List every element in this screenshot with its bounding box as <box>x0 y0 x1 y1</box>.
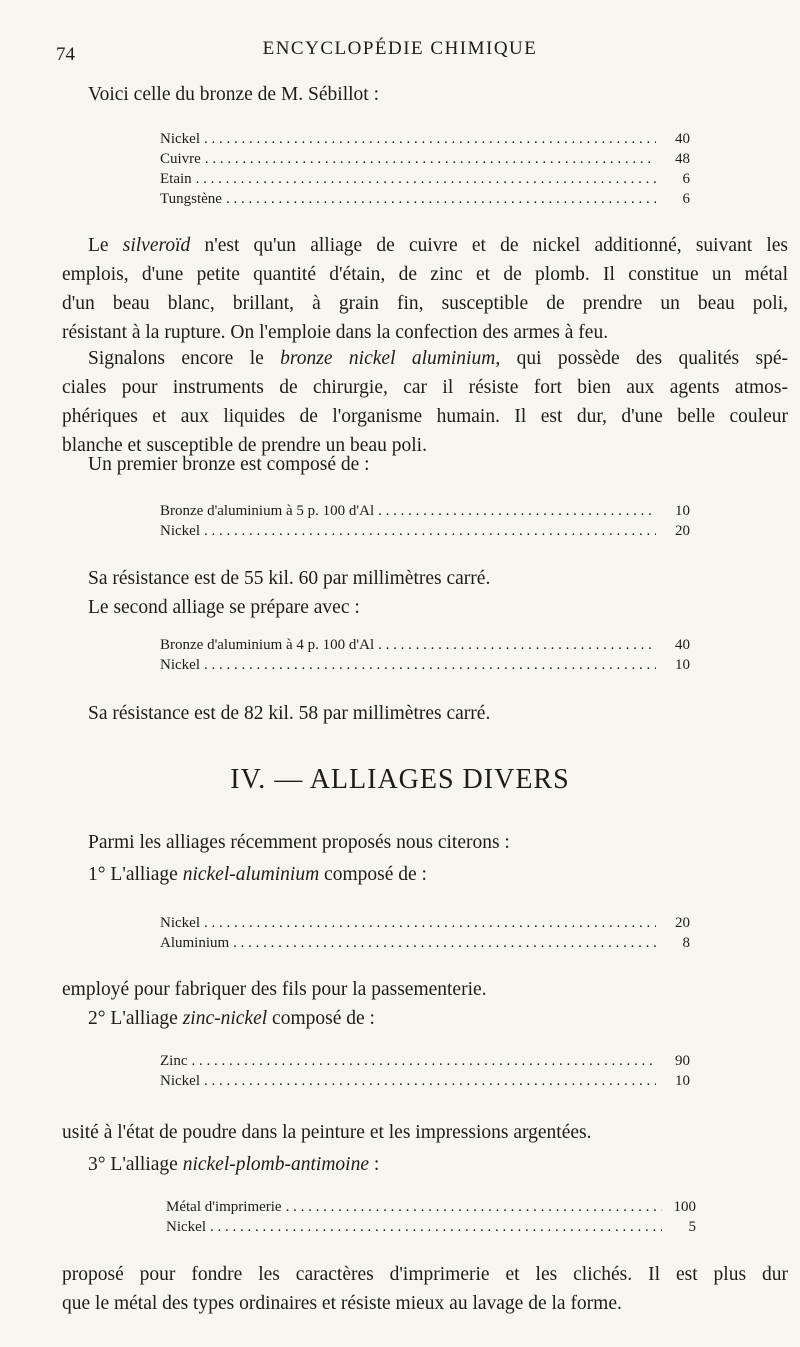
alloy-item-1: 1° L'alliage nickel-aluminium composé de : <box>88 864 427 885</box>
running-header: ENCYCLOPÉDIE CHIMIQUE <box>262 38 538 59</box>
table-row: Bronze d'aluminium à 5 p. 100 d'Al . . . 10 <box>160 500 690 520</box>
composition-table-nickel-aluminium <box>160 912 690 952</box>
composition-table-nickel-plomb-antimoine <box>166 1196 696 1236</box>
composition-table-second-alloy <box>160 634 690 674</box>
composition-table-sebillot <box>160 128 690 208</box>
alloy-item-3: 3° L'alliage nickel-plomb-antimoine : <box>88 1154 380 1175</box>
resistance-paragraph-1: Sa résistance est de 55 kil. 60 par millimètres carré. <box>88 568 491 589</box>
composition-table-first-bronze <box>160 500 690 540</box>
table-row: Zinc . . . 90 <box>160 1050 690 1070</box>
table-row: Nickel . . . 10 <box>160 654 690 674</box>
table-row: Nickel . . . 20 <box>160 912 690 932</box>
page-number: 74 <box>56 44 75 65</box>
usite-paragraph: usité à l'état de poudre dans la peinture et les impressions argentées. <box>62 1122 592 1143</box>
composition-table-zinc-nickel <box>160 1050 690 1090</box>
table-row: Métal d'imprimerie . . . 100 <box>166 1196 696 1216</box>
section-title: IV. — ALLIAGES DIVERS <box>230 764 570 795</box>
bronze-nickel-paragraph: Signalons encore le bronze nickel aluminium, qui possède des qualités spé- ciales pour instruments de chirurgie, car il résiste fort bien aux agents atmos- phériques et aux liquides de l'organisme humain. Il est dur, d'une belle couleur blanche et susceptible de prendre un beau poli. <box>62 348 788 456</box>
table-row: Aluminium . . . 8 <box>160 932 690 952</box>
table-row: Cuivre . . . 48 <box>160 148 690 168</box>
parmi-paragraph: Parmi les alliages récemment proposés nous citerons : <box>88 832 510 853</box>
alloy-item-2: 2° L'alliage zinc-nickel composé de : <box>88 1008 375 1029</box>
employe-paragraph: employé pour fabriquer des fils pour la passementerie. <box>62 979 487 1000</box>
intro-paragraph: Voici celle du bronze de M. Sébillot : <box>88 84 379 105</box>
table-row: Nickel . . . 5 <box>166 1216 696 1236</box>
table-row: Etain . . . 6 <box>160 168 690 188</box>
propose-paragraph: proposé pour fondre les caractères d'imprimerie et les clichés. Il est plus dur que le métal des types ordinaires et résiste mieux au lavage de la forme. <box>62 1264 788 1314</box>
table-row: Bronze d'aluminium à 4 p. 100 d'Al . . . 40 <box>160 634 690 654</box>
resistance-paragraph-2: Sa résistance est de 82 kil. 58 par millimètres carré. <box>88 703 491 724</box>
first-bronze-paragraph: Un premier bronze est composé de : <box>88 454 370 475</box>
silveroid-paragraph: Le silveroïd n'est qu'un alliage de cuivre et de nickel additionné, suivant les emplois, d'une petite quantité d'étain, de zinc et de plomb. Il constitue un métal d'un beau blanc, brillant, à grain fin, susceptible de prendre un beau poli, résistant à la rupture. On l'emploie dans la confection des armes à feu. <box>62 235 788 343</box>
table-row: Tungstène . . . 6 <box>160 188 690 208</box>
table-row: Nickel . . . 10 <box>160 1070 690 1090</box>
table-row: Nickel . . . 20 <box>160 520 690 540</box>
second-alloy-paragraph: Le second alliage se prépare avec : <box>88 597 360 618</box>
table-row: Nickel . . . 40 <box>160 128 690 148</box>
